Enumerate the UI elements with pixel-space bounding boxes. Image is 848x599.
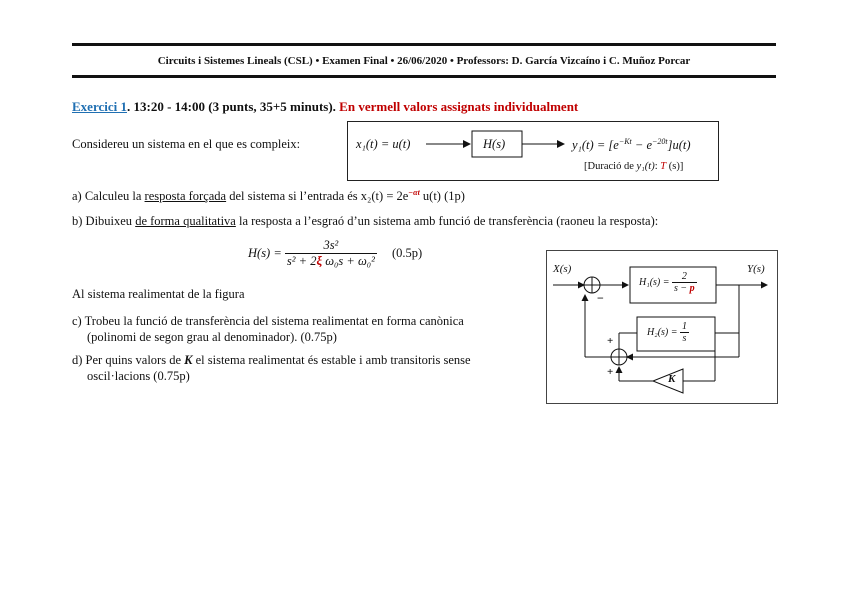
gain-k: K bbox=[668, 373, 676, 385]
input-label: X(s) bbox=[553, 263, 572, 275]
sign-minus: − bbox=[597, 291, 604, 305]
exercise-schedule: . 13:20 - 14:00 (3 punts, 35+5 minuts). bbox=[127, 99, 336, 114]
question-d-line2: oscil·lacions (0.75p) bbox=[87, 369, 190, 383]
exercise-link[interactable]: Exercici 1 bbox=[72, 99, 127, 114]
sign-plus-1: + bbox=[607, 335, 614, 347]
formula-b: H(s) = $\frac{\text{3s²}}{\text{s² + 2ξ ω₀s + ω₀²}}$ (0.5p) bbox=[248, 238, 423, 268]
exercise-red-note: En vermell valors assignats individualment bbox=[335, 99, 579, 114]
header-rule bbox=[72, 75, 776, 78]
output-signal: $y_1(t) = [e^{-Kt} - e^{-20t}]u(t)$ bbox=[572, 137, 691, 153]
feedback-diagram bbox=[546, 250, 778, 404]
intro-text: Considereu un sistema en el que es compleix: bbox=[72, 137, 301, 151]
exercise-title bbox=[72, 99, 578, 115]
top-rule bbox=[72, 43, 776, 46]
question-c-line2: (polinomi de segon grau al denominador). (0.75p) bbox=[87, 330, 337, 344]
exam-header: Circuits i Sistemes Lineals (CSL) • Examen Final • 26/06/2020 • Professors: D. García Vizcaíno i C. Muñoz Porcar bbox=[157, 55, 691, 67]
question-c-line1: c) Trobeu la funció de transferència del sistema realimentat en forma canònica bbox=[72, 314, 464, 328]
system-diagram bbox=[347, 121, 719, 181]
question-b: b) Dibuixeu de forma qualitativa la resposta a l’esgraó d’un sistema amb funció de transferència (raoneu la resposta): bbox=[72, 214, 659, 228]
input-signal: x₁(t) = u(t) bbox=[356, 137, 411, 151]
feedback-intro: Al sistema realimentat de la figura bbox=[72, 287, 245, 301]
output-label: Y(s) bbox=[747, 263, 765, 275]
question-a: a) Calculeu la resposta forçada del sistema si l’entrada és $x_2(t) = 2e^{-\alpha t}$ u(t) (1p) bbox=[72, 188, 465, 204]
duration-note: [Duració de y₁(t): T (s)] bbox=[584, 161, 684, 172]
sign-plus-2: + bbox=[607, 366, 614, 378]
formula-b-fraction: $\frac{\text{3s²}}{\text{s² + 2ξ ω₀s + ω₀²}}$ bbox=[286, 238, 375, 268]
question-d-line1: d) Per quins valors de K el sistema realimentat és estable i amb transitoris sense bbox=[72, 353, 471, 367]
h2-block: H₂(s) = $\frac{1}{s}$ bbox=[647, 321, 687, 344]
transfer-block: H(s) bbox=[483, 137, 506, 151]
h1-block: H₁(s) = $\frac{2}{s - p}$ bbox=[639, 271, 695, 294]
